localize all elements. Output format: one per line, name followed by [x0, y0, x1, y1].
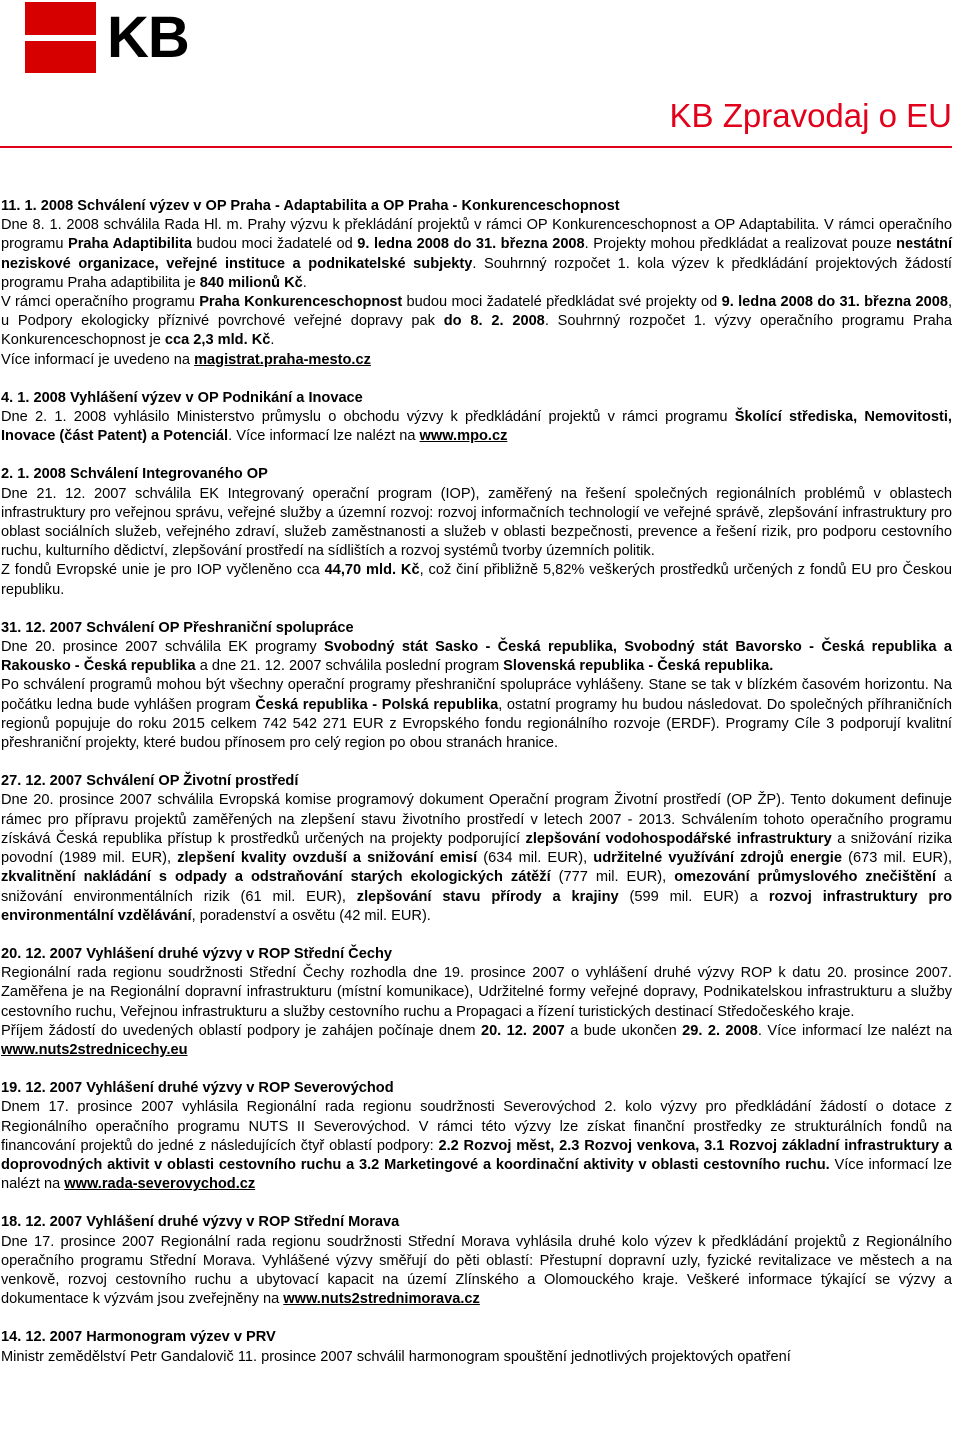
section-paragraph [1, 351, 952, 370]
section-paragraph [1, 561, 952, 599]
body-text: Dne 20. prosince 2007 schválila EK programy [1, 639, 324, 656]
news-section [1, 1328, 952, 1366]
emphasis-text: Praha Adaptibilita [67, 236, 192, 253]
news-section [1, 772, 952, 926]
section-heading: 14. 12. 2007 Harmonogram výzev v PRV [1, 1329, 276, 1346]
emphasis-text: zlepšení kvality ovzduší a snižování emisí [177, 850, 478, 867]
emphasis-text: 840 milionů Kč [199, 274, 303, 291]
section-heading: 18. 12. 2007 Vyhlášení druhé výzvy v ROP Střední Morava [1, 1214, 400, 1231]
kb-logo-text: KB [107, 5, 189, 70]
emphasis-text: Praha Konkurenceschopnost [199, 294, 403, 311]
news-section [1, 619, 952, 753]
section-paragraph [1, 638, 952, 676]
body-text: Dne 17. prosince 2007 Regionální rada regionu soudržnosti Střední Morava vyhlásila druhé kolo výzev k předkládání projektů z Regionálního operačního programu Střední Morava. Vyhlášené výzvy směřují do pěti oblastí: Přestupní dopravní uzly, fyzické revitalizace ve městech a na venkově, rozvoj cestovního ruchu a ubytovací kapacit na území Zlínského a Olomouckého kraje. Veškeré informace týkající se výzvy a dokumentace k výzvám jsou zveřejněny na [1, 1233, 952, 1308]
body-text: . Souhrnný rozpočet 1. výzvy operačního programu Praha Konkurenceschopnost je [1, 313, 952, 349]
section-paragraph [1, 216, 952, 293]
body-text: , u Podpory ekologicky příznivé povrchové veřejné dopravy pak [1, 294, 953, 330]
body-text: Dne 20. prosince 2007 schválila Evropská komise programový dokument Operační program Životní prostředí (OP ŽP). Tento dokument definuje rámec pro přípravu projektů zaměřených na zlepšení stavu životního prostředí v letech 2007 - 2013. Schválením tohoto operačního programu získává Česká republika přístup k prostředků určených na projekty podporující [1, 792, 952, 847]
section-paragraph [1, 1233, 952, 1310]
emphasis-text: 2.2 Rozvoj měst, 2.3 Rozvoj venkova, 3.1 Rozvoj základní infrastruktury a doprovodných aktivit v oblasti cestovního ruchu a 3.2 Marketingové a koordinační aktivity v oblasti cestovního ruchu. [1, 1137, 952, 1173]
emphasis-text: 9. ledna 2008 do 31. března 2008 [721, 294, 948, 311]
emphasis-text: omezování průmyslového znečištění [674, 869, 936, 886]
body-text: Regionální rada regionu soudržnosti Střední Čechy rozhodla dne 19. prosince 2007 o vyhlášení druhé výzvy ROP k datu 20. prosince 2007. Zaměřena je na Regionální dopravní infrastrukturu (místní komunikace), Udržitelné formy veřejné dopravy, Podnikatelskou infrastrukturu a služby cestovního ruchu, Veřejnou infrastrukturu a služby cestovního ruchu a Propagaci a řízení turistických destinací Středočeského kraje. [1, 965, 952, 1020]
body-text: Příjem žádostí do uvedených oblastí podpory je zahájen počínaje dnem [1, 1022, 481, 1039]
body-text: a snižování rizika povodní (1989 mil. EUR), [1, 830, 952, 867]
emphasis-text: zkvalitnění nakládání s odpady a odstraňování starých ekologických zátěží [1, 869, 551, 886]
body-text: V rámci operačního programu [1, 294, 200, 311]
section-heading: 19. 12. 2007 Vyhlášení druhé výzvy v ROP Severovýchod [1, 1080, 394, 1097]
section-heading: 20. 12. 2007 Vyhlášení druhé výzvy v ROP Střední Čechy [1, 945, 392, 962]
body-text: , poradenství a osvětu (42 mil. EUR). [191, 907, 431, 924]
news-section [1, 197, 952, 370]
section-paragraph [1, 791, 952, 925]
body-text: Dne 8. 1. 2008 schválila Rada Hl. m. Prahy výzvu k překládání projektů v rámci OP Konkurenceschopnost a OP Adaptabilita. V rámci operačního programu [1, 217, 952, 253]
body-text: Dne 2. 1. 2008 vyhlásilo Ministerstvo průmyslu o obchodu výzvy k předkládání projektů v rámci programu [1, 409, 735, 426]
body-text: Více informací je uvedeno na [1, 351, 195, 368]
body-text: . Více informací lze nalézt na [757, 1022, 952, 1039]
external-link[interactable]: www.nuts2strednicechy.eu [1, 1041, 188, 1058]
emphasis-text: Slovenská republika - Česká republika. [503, 658, 774, 675]
emphasis-text: do 8. 2. 2008 [443, 313, 545, 330]
body-text: . Více informací lze nalézt na [228, 428, 420, 445]
body-text: a bude ukončen [564, 1022, 683, 1039]
emphasis-text: rozvoj infrastruktury pro environmentální vzdělávání [1, 888, 953, 924]
external-link[interactable]: www.nuts2strednimorava.cz [283, 1291, 480, 1308]
emphasis-text: 29. 2. 2008 [682, 1022, 758, 1039]
emphasis-text: zlepšování vodohospodářské infrastruktury [525, 830, 832, 847]
section-paragraph [1, 293, 952, 351]
emphasis-text: 9. ledna 2008 do 31. března 2008 [357, 236, 585, 253]
section-paragraph [1, 485, 952, 562]
body-text: (777 mil. EUR), [550, 869, 675, 886]
section-heading: 31. 12. 2007 Schválení OP Přeshraniční spolupráce [1, 619, 354, 636]
section-paragraph [1, 676, 952, 753]
external-link[interactable]: www.rada-severovychod.cz [64, 1176, 256, 1193]
news-section [1, 945, 952, 1060]
section-paragraph [1, 1098, 952, 1194]
external-link[interactable]: magistrat.praha-mesto.cz [194, 351, 371, 368]
emphasis-text: Svobodný stát Sasko - Česká republika, Svobodný stát Bavorsko - Česká republika a Rakousko - Česká republika [1, 639, 952, 675]
emphasis-text: 44,70 mld. Kč [324, 562, 420, 579]
header-divider [0, 146, 952, 148]
body-text: Po schválení programů mohou být všechny operační programy přeshraniční spolupráce vyhlášeny. Stane se tak v blízkém časovém horizontu. Na počátku ledna bude vyhlášen program [1, 677, 952, 713]
section-paragraph [1, 408, 952, 446]
body-text: Ministr zemědělství Petr Gandalovič 11. prosince 2007 schválil harmonogram spouštění jednotlivých projektových opatření [1, 1348, 791, 1365]
page-title: KB Zpravodaj o EU [669, 97, 952, 134]
section-heading: 11. 1. 2008 Schválení výzev v OP Praha - Adaptabilita a OP Praha - Konkurenceschopnost [1, 198, 620, 214]
body-text: . Projekty mohou předkládat a realizovat pouze [584, 236, 897, 253]
body-text: . [270, 332, 275, 349]
emphasis-text: Školící střediska, Nemovitosti, Inovace (část Patent) a Potenciál [1, 409, 952, 445]
kb-logo-mark [25, 2, 96, 73]
body-text: . [302, 274, 307, 291]
section-paragraph [1, 964, 952, 1022]
emphasis-text: udržitelné využívání zdrojů energie [593, 850, 842, 867]
body-text: (673 mil. EUR), [841, 850, 952, 867]
body-text: , ostatní programy hu budou následovat. Do společných příhraničních regionů popujuje do roku 2015 celkem 742 542 271 EUR z Evropského fondu regionálního rozvoje (ERDF). Programy Cíle 3 podporují kvalitní přeshraniční projekty, které budou přínosem pro celý region po obou stranách hranice. [1, 696, 953, 752]
body-text: budou moci žadatelé předkládat své projekty od [402, 294, 722, 311]
news-list [1, 197, 952, 1386]
emphasis-text: 20. 12. 2007 [480, 1022, 565, 1039]
emphasis-text: cca 2,3 mld. Kč [164, 332, 271, 349]
body-text: Dnem 17. prosince 2007 vyhlásila Regionální rada regionu soudržnosti Severovýchod 2. kolo výzvy pro předkládání žádostí o dotace z Regionálního operačního programu NUTS II Severovýchod. V rámci této výzvy lze získat finanční prostředky ze strukturálních fondů na financování projektů do jedné z následujících čtyř oblastí podpory: [1, 1099, 952, 1154]
body-text: a snižování environmentálních rizik (61 mil. EUR), [1, 869, 953, 905]
body-text: . Souhrnný rozpočet 1. kola výzev k předkládání projektových žádostí programu Praha adaptibilita je [1, 255, 952, 291]
body-text: Z fondů Evropské unie je pro IOP vyčleněno cca [1, 562, 325, 579]
section-paragraph [1, 1348, 952, 1367]
body-text: (599 mil. EUR) a [618, 888, 769, 905]
news-section [1, 389, 952, 447]
body-text: a dne 21. 12. 2007 schválila poslední program [195, 658, 504, 675]
body-text: Více informací lze nalézt na [1, 1156, 952, 1193]
section-heading: 27. 12. 2007 Schválení OP Životní prostředí [1, 773, 299, 790]
body-text: (634 mil. EUR), [477, 850, 594, 867]
kb-logo [25, 2, 225, 74]
section-paragraph [1, 1022, 952, 1060]
emphasis-text: nestátní neziskové organizace, veřejné instituce a podnikatelské subjekty [1, 236, 953, 272]
body-text: , což činí přibližně 5,82% veškerých prostředků určených z fondů EU pro Českou republiku. [1, 562, 952, 598]
news-section [1, 465, 952, 599]
body-text: Dne 21. 12. 2007 schválila EK Integrovaný operační program (IOP), zaměřený na řešení společných regionálních problémů v oblastech infrastruktury pro veřejnou správu, veřejné služby a územní rozvoj: rozvoj informačních technologií ve veřejné správě, zlepšování infrastruktury pro oblast sociálních služeb, veřejného zdraví, služeb zaměstnanosti a služeb v oblasti bezpečnosti, prevence a řešení rizik, pro podporu cestovního ruchu, kulturního dědictví, zlepšování prostředí na sídlištích a rozvoj systémů tvorby územních politik. [1, 485, 952, 560]
emphasis-text: zlepšování stavu přírody a krajiny [356, 888, 619, 905]
section-heading: 2. 1. 2008 Schválení Integrovaného OP [1, 466, 268, 483]
emphasis-text: Česká republika - Polská republika [255, 696, 499, 713]
external-link[interactable]: www.mpo.cz [419, 428, 508, 445]
body-text: budou moci žadatelé od [191, 236, 358, 253]
section-heading: 4. 1. 2008 Vyhlášení výzev v OP Podnikání a Inovace [1, 389, 363, 406]
news-section [1, 1079, 952, 1194]
news-section [1, 1213, 952, 1309]
